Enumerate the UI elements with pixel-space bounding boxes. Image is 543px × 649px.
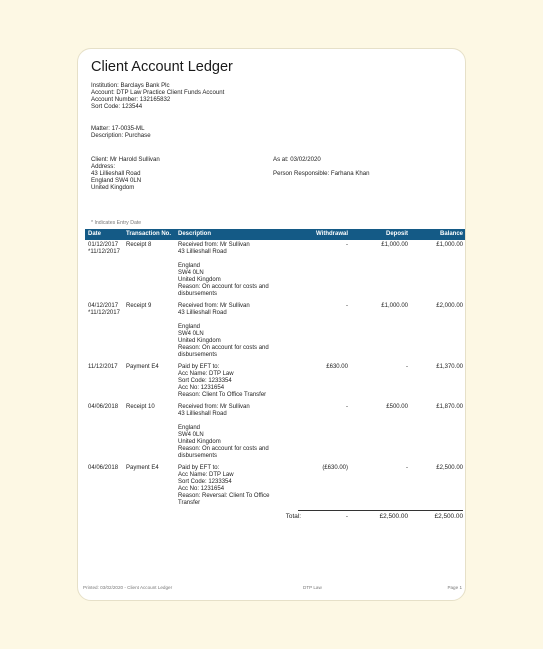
matter-line: Matter: 17-0035-ML bbox=[91, 125, 145, 132]
description-line: SW4 0LN bbox=[178, 432, 204, 438]
description-line: Reason: On account for costs and disbursements bbox=[178, 345, 269, 358]
page-title: Client Account Ledger bbox=[91, 59, 233, 75]
description-line: Acc No: 1231654 bbox=[178, 385, 225, 391]
row-transaction: Receipt 8 bbox=[126, 242, 152, 248]
description-line: United Kingdom bbox=[178, 338, 221, 344]
institution-details bbox=[91, 82, 224, 110]
footer-firm: DTP Law bbox=[303, 585, 322, 590]
entry-date-note: * Indicates Entry Date bbox=[91, 220, 142, 226]
row-date: 11/12/2017 bbox=[88, 364, 118, 370]
account-line: Account: DTP Law Practice Client Funds Account bbox=[91, 89, 225, 96]
description-line: Reason: Reversal: Client To Office Transfer bbox=[178, 493, 270, 506]
row-balance: £1,870.00 bbox=[436, 404, 463, 410]
col-deposit: Deposit bbox=[385, 231, 408, 237]
client-name: Client: Mr Harold Sullivan bbox=[91, 156, 160, 163]
footer-printed: Printed: 03/02/2020 - Client Account Ledger bbox=[83, 585, 173, 590]
col-date: Date bbox=[88, 231, 102, 237]
row-transaction: Receipt 10 bbox=[126, 404, 155, 410]
description-line: Sort Code: 1233354 bbox=[178, 479, 232, 485]
col-transaction: Transaction No. bbox=[126, 231, 172, 237]
row-withdrawal: - bbox=[346, 303, 348, 309]
description-line: Acc Name: DTP Law bbox=[178, 472, 234, 478]
table-row bbox=[85, 364, 466, 399]
row-transaction: Receipt 9 bbox=[126, 303, 152, 309]
table-header bbox=[85, 229, 466, 240]
table-row bbox=[85, 242, 466, 298]
row-balance: £1,000.00 bbox=[436, 242, 463, 248]
row-withdrawal: £630.00 bbox=[326, 364, 348, 370]
as-at-date: As at: 03/02/2020 bbox=[273, 156, 321, 163]
address-line: 43 Lillieshall Road bbox=[91, 170, 141, 177]
description-line: Reason: On account for costs and disbursements bbox=[178, 284, 269, 297]
description-line: Acc Name: DTP Law bbox=[178, 371, 234, 377]
row-deposit: £500.00 bbox=[386, 404, 408, 410]
description-line: Reason: On account for costs and disbursements bbox=[178, 446, 269, 459]
description-line: Sort Code: 1233354 bbox=[178, 378, 232, 384]
row-description bbox=[178, 404, 288, 460]
description-line: Acc No: 1231654 bbox=[178, 486, 225, 492]
matter-description-line: Description: Purchase bbox=[91, 132, 151, 139]
description-line: Received from: Mr Sullivan bbox=[178, 404, 250, 410]
matter-details bbox=[91, 125, 151, 139]
col-withdrawal: Withdrawal bbox=[316, 231, 348, 237]
total-rule bbox=[298, 510, 463, 511]
row-balance: £1,370.00 bbox=[436, 364, 463, 370]
address-line: England SW4 0LN bbox=[91, 177, 142, 184]
row-entry-date: *11/12/2017 bbox=[88, 310, 120, 316]
row-deposit: £1,000.00 bbox=[381, 303, 408, 309]
footer-page-number: Page 1 bbox=[447, 585, 462, 590]
row-description bbox=[178, 465, 288, 507]
row-date: 04/06/2018 bbox=[88, 404, 119, 410]
description-line: Reason: Client To Office Transfer bbox=[178, 392, 267, 398]
row-entry-date: *11/12/2017 bbox=[88, 249, 120, 255]
row-withdrawal: - bbox=[346, 404, 348, 410]
description-line: Received from: Mr Sullivan bbox=[178, 242, 250, 248]
description-line: Paid by EFT to: bbox=[178, 465, 220, 471]
row-deposit: - bbox=[406, 364, 408, 370]
sort-code-line: Sort Code: 123544 bbox=[91, 103, 143, 110]
total-balance: £2,500.00 bbox=[434, 513, 463, 520]
row-withdrawal: (£630.00) bbox=[322, 465, 348, 471]
row-withdrawal: - bbox=[346, 242, 348, 248]
client-details bbox=[91, 156, 160, 191]
row-description bbox=[178, 364, 288, 399]
row-balance: £2,500.00 bbox=[436, 465, 463, 471]
account-number-line: Account Number: 132165832 bbox=[91, 96, 171, 103]
row-description bbox=[178, 303, 288, 359]
description-line: England bbox=[178, 324, 201, 330]
row-description bbox=[178, 242, 288, 298]
table-row bbox=[85, 404, 466, 460]
description-line: England bbox=[178, 425, 201, 431]
row-date: 01/12/2017 bbox=[88, 242, 119, 248]
row-deposit: £1,000.00 bbox=[381, 242, 408, 248]
col-description: Description bbox=[178, 231, 212, 237]
address-line: United Kingdom bbox=[91, 184, 135, 191]
row-balance: £2,000.00 bbox=[436, 303, 463, 309]
description-line: United Kingdom bbox=[178, 439, 221, 445]
description-line: SW4 0LN bbox=[178, 331, 204, 337]
description-line: 43 Lillieshall Road bbox=[178, 249, 227, 255]
description-line: United Kingdom bbox=[178, 277, 221, 283]
row-deposit: - bbox=[406, 465, 408, 471]
description-line: SW4 0LN bbox=[178, 270, 204, 276]
total-withdrawal: - bbox=[345, 513, 348, 520]
col-balance: Balance bbox=[439, 231, 463, 237]
address-label: Address: bbox=[91, 163, 116, 170]
table-row bbox=[85, 303, 466, 359]
row-date: 04/06/2018 bbox=[88, 465, 119, 471]
ledger-page bbox=[77, 48, 466, 601]
table-row bbox=[85, 465, 466, 507]
description-line: 43 Lillieshall Road bbox=[178, 310, 227, 316]
description-line: 43 Lillieshall Road bbox=[178, 411, 227, 417]
row-transaction: Payment E4 bbox=[126, 465, 159, 471]
ledger-table-body bbox=[85, 242, 466, 507]
person-responsible: Person Responsible: Farhana Khan bbox=[273, 170, 370, 177]
description-line: Paid by EFT to: bbox=[178, 364, 220, 370]
description-line: Received from: Mr Sullivan bbox=[178, 303, 250, 309]
description-line: England bbox=[178, 263, 201, 269]
institution-line: Institution: Barclays Bank Plc bbox=[91, 82, 170, 89]
total-label: Total: bbox=[285, 513, 301, 520]
row-transaction: Payment E4 bbox=[126, 364, 159, 370]
total-deposit: £2,500.00 bbox=[379, 513, 408, 520]
row-date: 04/12/2017 bbox=[88, 303, 119, 309]
